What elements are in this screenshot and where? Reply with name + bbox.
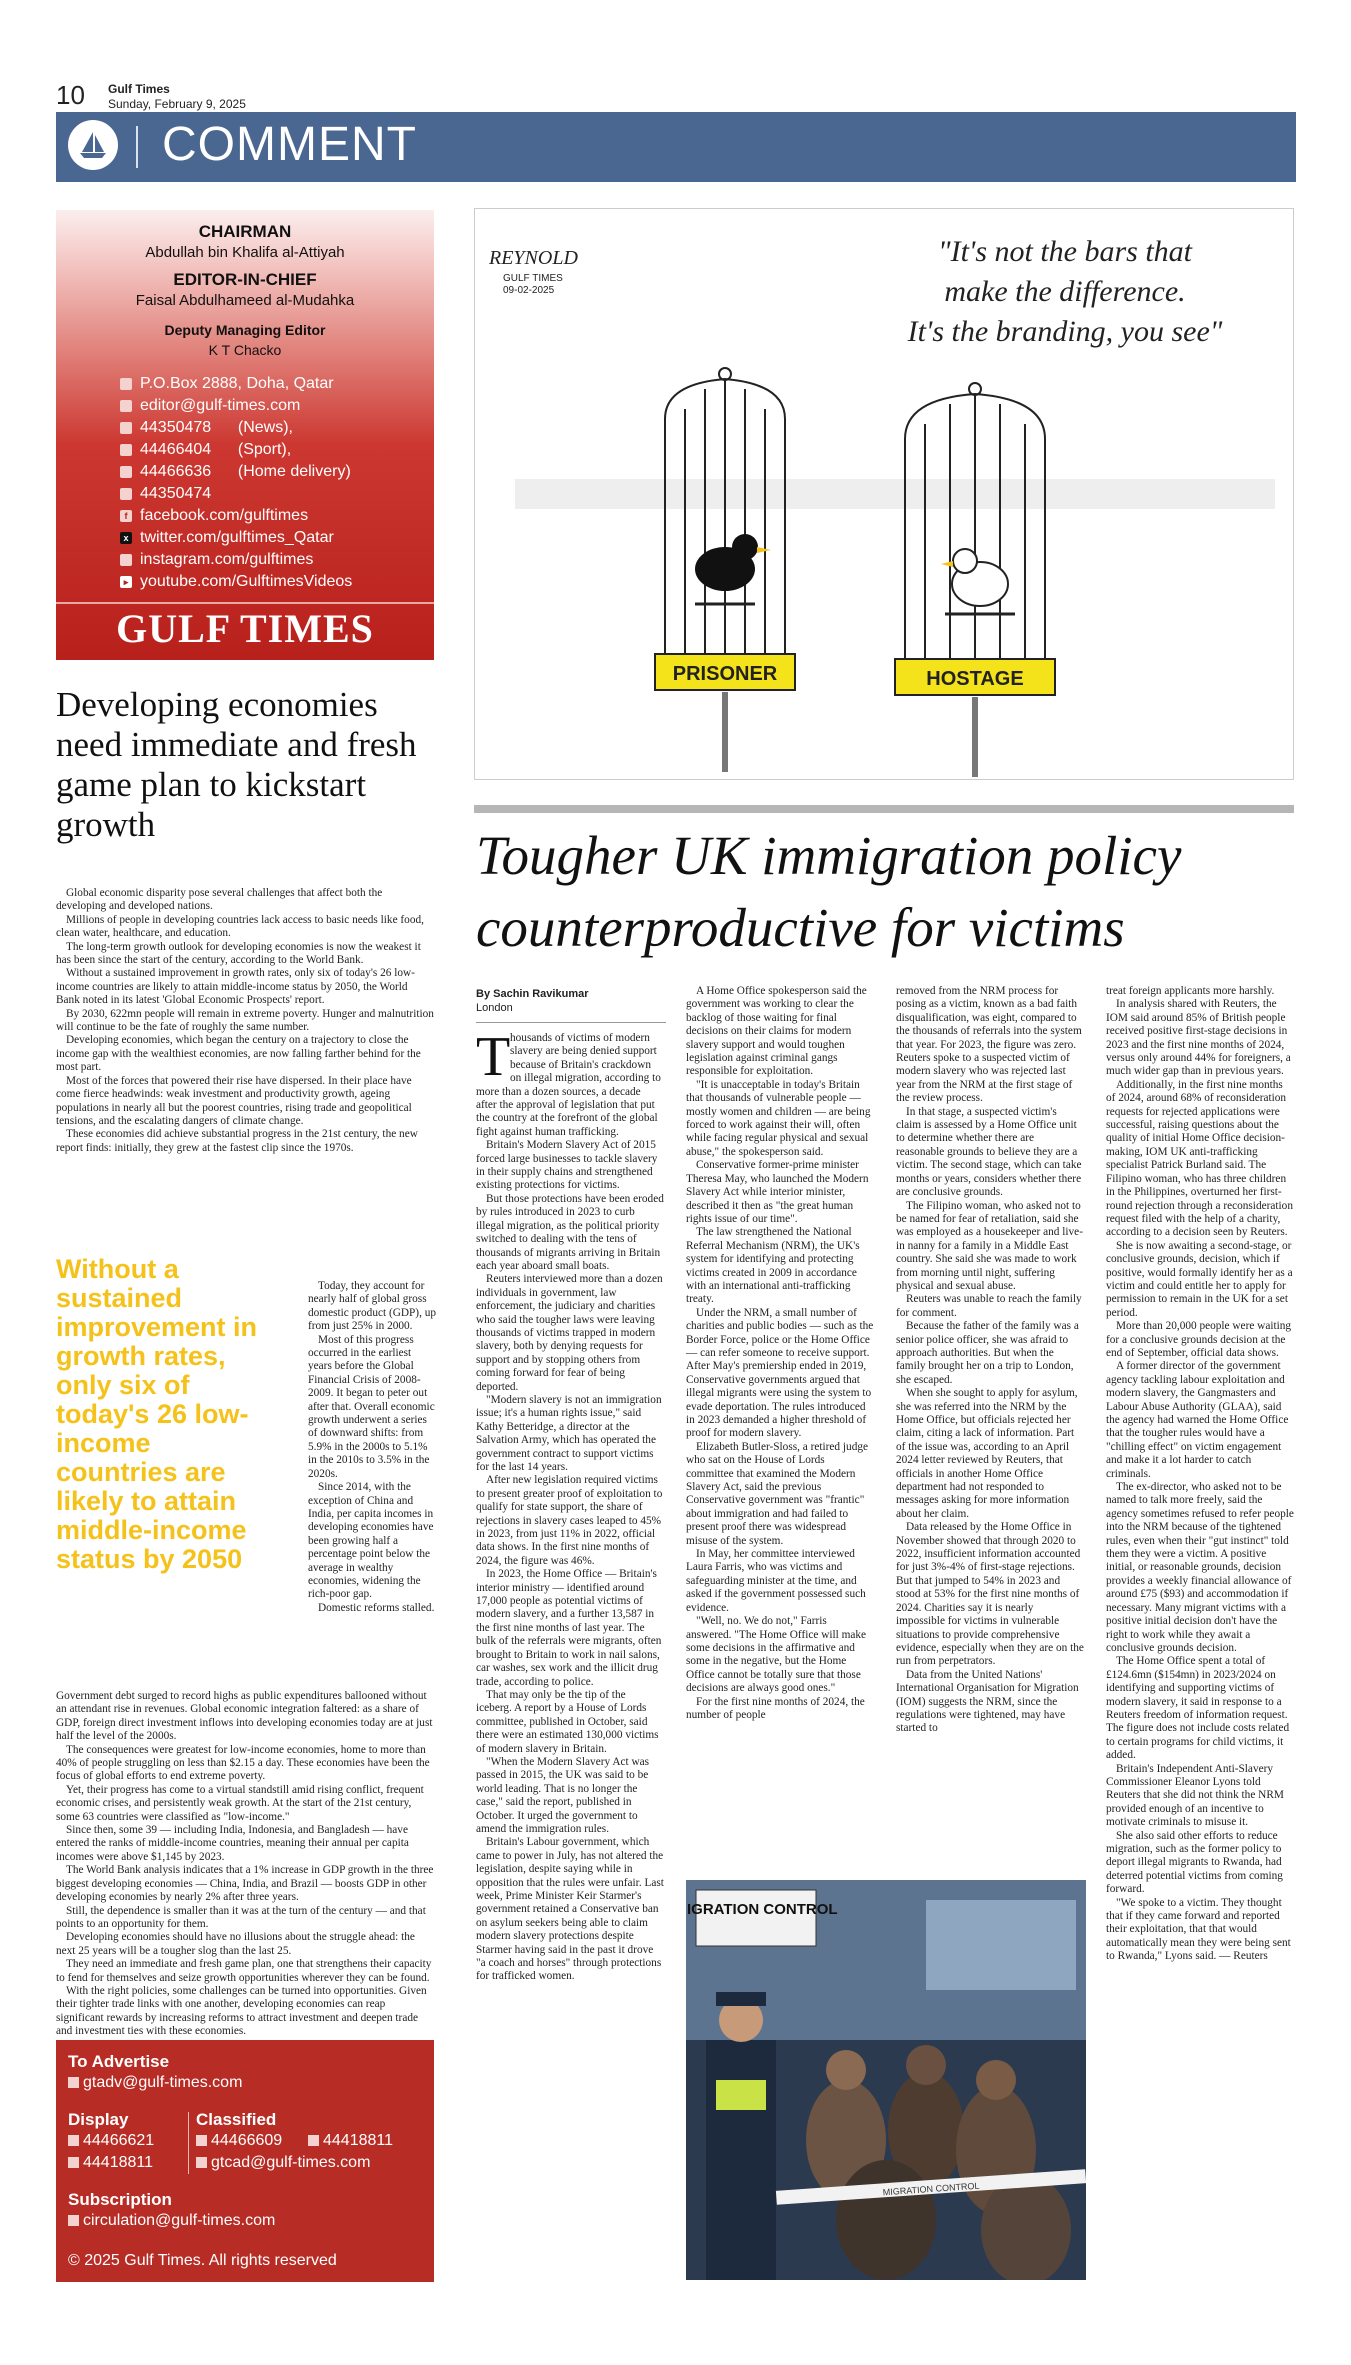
svg-text:PRISONER: PRISONER <box>672 663 778 685</box>
left-article-body-2: Government debt surged to record highs as public expenditures ballooned without an attendant rise in revenues. Global economic integration faltered: as a share of GDP, foreign direct investment inflows into developing economies today are at just half the level of the 2000s. The consequences were greatest for low-income economies, home to more than 40% of people struggling on less than $2.15 a day. These economies have been the focus of global efforts to end extreme poverty. Yet, their progress has come to a virtual standstill amid rising conflict, frequent economic crises, and persistently weak growth. At the start of the 21st century, some 63 countries were classified as "low-income." Since then, some 39 — including India, Indonesia, and Bangladesh — have entered the ranks of middle-income countries, meaning their annual per capita incomes were above $1,145 by 2023. The World Bank analysis indicates that a 1% increase in GDP growth in the three biggest developing economies — China, India, and Brazil — boosts GDP in other developing economies by nearly 2% after three years. Still, the dependence is smaller than it was at the turn of the century — and that points to an opportunity for them. Developing economies should have no illusions about the struggle ahead: the next 25 years will be a tougher slog than the last 25. They need an immediate and fresh game plan, one that strengthens their capacity to fend for themselves and seize growth opportunities wherever they can be found. With the right policies, some challenges can be turned into opportunities. Given their tighter trade links with one another, developing economies can reap significant rewards by increasing reforms to attract investment and deepen trade and investment ties with these economies. <box>56 1690 434 2038</box>
contact-instagram[interactable]: instagram.com/gulftimes <box>120 551 313 569</box>
ship-logo-icon <box>68 120 118 170</box>
classified-phone-1[interactable]: 44466609 <box>196 2132 282 2150</box>
youtube-icon: ▸ <box>120 576 132 588</box>
instagram-icon <box>120 554 132 566</box>
facebook-icon: f <box>120 510 132 522</box>
x-icon: x <box>120 532 132 544</box>
byline-location: London <box>476 1002 513 1014</box>
contact-address: P.O.Box 2888, Doha, Qatar <box>120 375 334 393</box>
stand-right <box>972 697 978 777</box>
cartoon-caption-line-1: "It's not the bars that <box>937 235 1193 268</box>
contact-phone-sport[interactable]: 44466404 (Sport), <box>120 441 291 459</box>
ad-divider <box>188 2112 189 2174</box>
issue-date: Sunday, February 9, 2025 <box>108 97 246 111</box>
chairman-title: CHAIRMAN <box>198 222 292 241</box>
deputy-name: K T Chacko <box>208 342 282 358</box>
deputy-title: Deputy Managing Editor <box>164 322 326 338</box>
page-number: 10 <box>56 80 85 110</box>
photo-window <box>926 1900 1076 1990</box>
contact-youtube[interactable]: ▸ youtube.com/GulftimesVideos <box>120 573 352 591</box>
article-column-1: housands of victims of modern slavery are being denied support because of Britain's crackdown on illegal migration, according to more than a dozen sources, a decade after the approval of legislation that put the country at the forefront of the global fight against human trafficking. Britain's Modern Slavery Act of 2015 forced large businesses to tackle slavery in their supply chains and strengthened existing protections for victims. But those protections have been eroded by rules introduced in 2023 to curb illegal migration, as the political priority switched to dealing with the tens of thousands of migrants arriving in Britain each year aboard small boats. Reuters interviewed more than a dozen individuals in government, law enforcement, the judiciary and charities who said the tougher laws were leaving thousands of victims trapped in modern slavery, both by denying requests for support and by stopping others from coming forward for fear of being deported. "Modern slavery is not an immigration issue; it's a human rights issue," said Kathy Betteridge, a director at the Salvation Army, which has operated the government contract to support victims for the last 14 years. After new legislation required victims to present greater proof of exploitation to qualify for state support, the share of rejections in slavery cases leaped to 45% in 2023, from just 11% in 2022, official data shows. In the first nine months of 2024, the figure was 46%. In 2023, the Home Office — Britain's interior ministry — identified around 17,000 people as potential victims of modern slavery, and a further 13,587 in the first nine months of last year. The bulk of the referrals were migrants, often brought to Britain to work in nail salons, car washes, sex work and the illicit drug trade, according to police. That may only be the tip of the iceberg. A report by a House of Lords committee, published in October, said there were an estimated 130,000 victims of modern slavery in Britain. "When the Modern Slavery Act was passed in 2015, the UK was said to be world leading. That is no longer the case," said the report, published in October. It urged the government to amend the immigration rules. Britain's Labour government, which came to power in July, has not altered the legislation, despite saying while in opposition that the rules were unfair. Last week, Prime Minister Keir Starmer's government retained a Conservative ban on asylum seekers being able to claim modern slavery protections despite Starmer having said in the past it drove "a coach and horses" through protections for trafficked women. <box>476 1032 664 1983</box>
editorial-cartoon <box>474 208 1294 780</box>
pull-quote: Without a sustained improvement in growth rates, only six of today's 26 low-income countries are likely to attain middle-income status by 2050 <box>56 1254 258 1574</box>
svg-text:MIGRATION CONTROL: MIGRATION CONTROL <box>686 1901 838 1918</box>
white-bird <box>941 549 1015 614</box>
black-bird <box>695 534 771 604</box>
email-icon <box>120 400 132 412</box>
cartoon-caption-line-3: It's the branding, you see" <box>907 315 1223 348</box>
email-icon <box>68 2077 79 2088</box>
left-article-headline: Developing economies need immediate and fresh game plan to kickstart growth <box>56 685 417 844</box>
mail-icon <box>120 378 132 390</box>
article-column-4: treat foreign applicants more harshly. In analysis shared with Reuters, the IOM said around 85% of British people received positive first-stage decisions in 2023 and the first nine months of 2024, versus only around 44% for foreigners, a much wider gap than in previous years. Additionally, in the first nine months of 2024, around 68% of reconsideration requests for rejected applications were successful, raising questions about the quality of initial Home Office decision-making, IOM UK anti-trafficking specialist Patrick Burland said. The Filipino woman, who has three children in the Philippines, overturned her first-round rejection through a reconsideration request filed with the help of a charity, according to a decision seen by Reuters. She is now awaiting a second-stage, or conclusive grounds, decision, which if positive, would formally identify her as a victim and could entitle her to apply for permission to remain in the UK for a set period. More than 20,000 people were waiting for a conclusive grounds decision at the end of September, official data shows. A former director of the government agency tackling labour exploitation and modern slavery, the Gangmasters and Labour Abuse Authority (GLAA), said the agency had warned the Home Office that the tougher rules would have a "chilling effect" on victim engagement and make it a lot harder to catch criminals. The ex-director, who asked not to be named to talk more freely, said the agency sometimes refused to refer people into the NRM because of the tightened rules, even when their "gut instinct" told them they were a victim. A positive initial, or reasonable grounds, decision provides a weekly financial allowance of around £75 ($93) and accommodation if necessary. Many migrant victims with a positive initial decision don't have the right to work while they await a conclusive grounds decision. The Home Office spent a total of £124.6mn ($154mn) in 2023/2024 on identifying and supporting victims of modern slavery, it said in response to a Reuters freedom of information request. The figure does not include costs related to certain programs for child victims, it added. Britain's Independent Anti-Slavery Commissioner Eleanor Lyons told Reuters that she did not think the NRM provided enough of an incentive to motivate criminals to misuse it. She also said other efforts to reduce migration, such as the former policy to deport illegal migrants to Rwanda, had deterred potential victims from coming forward. "We spoke to a victim. They thought that if they came forward and reported their exploitation, that that would automatically mean they were being sent to Rwanda," Lyons said. — Reuters <box>1106 985 1294 1963</box>
section-title: COMMENT <box>162 118 417 171</box>
birdcage-right <box>895 383 1055 664</box>
phone-icon <box>68 2135 79 2146</box>
phone-icon <box>196 2135 207 2146</box>
classified-title: Classified <box>196 2110 277 2129</box>
advertise-email[interactable]: gtadv@gulf-times.com <box>68 2074 242 2092</box>
advertise-title: To Advertise <box>68 2052 170 2071</box>
migration-control-photo <box>686 1880 1086 2280</box>
contact-fax: 44350474 <box>120 485 211 503</box>
byline-divider <box>476 1022 666 1023</box>
contact-phone-news[interactable]: 44350478 (News), <box>120 419 293 437</box>
phone-icon <box>120 444 132 456</box>
editor-title: EDITOR-IN-CHIEF <box>173 270 317 289</box>
fax-icon <box>68 2157 79 2168</box>
byline: By Sachin Ravikumar <box>476 988 589 1000</box>
classified-email[interactable]: gtcad@gulf-times.com <box>196 2154 370 2172</box>
publication-name: Gulf Times <box>108 82 170 96</box>
display-phone-1[interactable]: 44466621 <box>68 2132 154 2150</box>
svg-text:HOSTAGE: HOSTAGE <box>926 668 1024 690</box>
drop-cap: T <box>476 1026 511 1088</box>
stand-left <box>722 692 728 772</box>
migration-control-sign <box>696 1890 816 1946</box>
banner-divider <box>136 126 138 168</box>
main-headline: Tougher UK immigration policy counterproductive for victims <box>476 825 1182 958</box>
email-icon <box>196 2157 207 2168</box>
svg-text:09-02-2025: 09-02-2025 <box>503 285 555 296</box>
svg-text:GULF TIMES: GULF TIMES <box>503 273 563 284</box>
cartoon-caption-line-2: make the difference. <box>944 275 1186 308</box>
classified-phone-2[interactable]: 44418811 <box>308 2132 393 2150</box>
email-icon <box>68 2215 79 2226</box>
contact-phone-delivery[interactable]: 44466636 (Home delivery) <box>120 463 351 481</box>
chairman-name: Abdullah bin Khalifa al-Attiyah <box>145 244 345 261</box>
left-article-body-1: Global economic disparity pose several challenges that affect both the developing and developed nations. Millions of people in developing countries lack access to basic needs like food, clean water, healthcare, and education. The long-term growth outlook for developing economies is now the weakest it has been since the start of the century, according to the World Bank. Without a sustained improvement in growth rates, only six of today's 26 low-income countries are likely to attain middle-income status by 2050, the World Bank noted in its latest 'Global Economic Prospects' report. By 2030, 622mn people will remain in extreme poverty. Hunger and malnutrition will continue to be the fate of roughly the same number. Developing economies, which began the century on a trajectory to close the income gap with the wealthiest economies, are now falling farther behind for the most part. Most of the forces that powered their rise have dispersed. In their place have come fierce headwinds: weak investment and productivity growth, ageing populations in nearly all but the poorest countries, rising trade and geopolitical tensions, and the escalating dangers of climate change. These economies did achieve substantial progress in the 21st century, the new report finds: initially, they grew at the fastest clip since the 1970s. <box>56 887 434 1154</box>
editor-name: Faisal Abdulhameed al-Mudahka <box>135 292 355 309</box>
display-title: Display <box>68 2110 129 2129</box>
contact-twitter[interactable]: x twitter.com/gulftimes_Qatar <box>120 529 334 547</box>
display-phone-2[interactable]: 44418811 <box>68 2154 153 2172</box>
cartoon-cloud <box>515 479 1275 509</box>
cartoonist-signature <box>488 247 578 296</box>
left-article-side-column: Today, they account for nearly half of global gross domestic product (GDP), up from just 25% in 2000. Most of this progress occurred in the earliest years before the Global Financial Crisis of 2008-2009. It began to peter out after that. Overall economic growth underwent a series of downward shifts: from 5.9% in the 2000s to 5.1% in the 2010s to 3.5% in the 2020s. Since 2014, with the exception of China and India, per capita incomes in developing economies have been growing half a percentage point below the average in wealthy economies, widening the rich-poor gap. Domestic reforms stalled. <box>308 1280 437 1614</box>
phone-icon <box>120 466 132 478</box>
article-column-3: removed from the NRM process for posing as a victim, known as a bad faith disqualification, was eight, compared to the thousands of referrals into the system that year. For 2023, the figure was zero. Reuters spoke to a suspected victim of modern slavery who was rejected last year from the NRM at the first stage of the review process. In that stage, a suspected victim's claim is assessed by a Home Office unit to determine whether there are reasonable grounds to believe they are a victim. The second stage, which can take months or years, considers whether there are conclusive grounds. The Filipino woman, who asked not to be named for fear of retaliation, said she was employed as a housekeeper and live-in nanny for a family in a Middle East country. She said she was made to work from morning until night, suffering physical and sexual abuse. Reuters was unable to reach the family for comment. Because the father of the family was a senior police officer, she was afraid to approach authorities. But when the family brought her on a trip to London, she escaped. When she sought to apply for asylum, she was referred into the NRM by the Home Office, but officials rejected her claim, citing a lack of information. Part of the issue was, according to an April 2024 letter reviewed by Reuters, that officials in another Home Office department had not responded to messages asking for more information about her claim. Data released by the Home Office in November showed that through 2020 to 2022, insufficient information accounted for just 3%-4% of first-stage rejections. But that jumped to 54% in 2023 and stood at 53% for the first nine months of 2024. Charities say it is nearly impossible for victims in vulnerable situations to provide comprehensive evidence, especially when they are on the run from perpetrators. Data from the United Nations' International Organisation for Migration (IOM) suggests the NRM, since the regulations were tightened, may have started to <box>896 985 1084 1735</box>
subscription-email[interactable]: circulation@gulf-times.com <box>68 2212 275 2230</box>
copyright: © 2025 Gulf Times. All rights reserved <box>68 2252 337 2269</box>
svg-text:MIGRATION CONTROL: MIGRATION CONTROL <box>882 2180 980 2198</box>
article-column-2: A Home Office spokesperson said the government was working to clear the backlog of those waiting for final decisions on their claims for modern slavery support and would toughen legislation against criminal gangs responsible for exploitation. "It is unacceptable in today's Britain that thousands of vulnerable people — mostly women and children — are being forced to work against their will, often while facing regular physical and sexual abuse," the spokesperson said. Conservative former-prime minister Theresa May, who launched the Modern Slavery Act while interior minister, described it then as "the great human rights issue of our time". The law strengthened the National Referral Mechanism (NRM), the UK's system for identifying and protecting victims created in 2009 in accordance with an international anti-trafficking treaty. Under the NRM, a small number of charities and public bodies — such as the Border Force, police or the Home Office — can refer someone to receive support. After May's premiership ended in 2019, Conservative governments argued that illegal migrants were using the system to evade deportation. The rules introduced in 2023 demanded a higher threshold of proof for modern slavery. Elizabeth Butler-Sloss, a retired judge who sat on the House of Lords committee that examined the Modern Slavery Act, said the previous Conservative government was "frantic" about immigration and had failed to present proof there was widespread misuse of the system. In May, her committee interviewed Laura Farris, who was victims and safeguarding minister at the time, and asked if the government possessed such evidence. "Well, no. We do not," Farris answered. "The Home Office will make some decisions in the affirmative and some in the negative, but the Home Office cannot be totally sure that those decisions are always good ones." For the first nine months of 2024, the number of people <box>686 985 874 1721</box>
birdcage-left <box>655 368 795 659</box>
svg-text:REYNOLD: REYNOLD <box>489 247 578 269</box>
article-rule <box>474 805 1294 813</box>
fax-icon <box>120 488 132 500</box>
contact-facebook[interactable]: f facebook.com/gulftimes <box>120 507 308 525</box>
gulf-times-logo: GULF TIMES <box>116 606 374 651</box>
subscription-title: Subscription <box>68 2190 172 2209</box>
masthead-divider <box>56 602 434 604</box>
contact-email[interactable]: editor@gulf-times.com <box>120 397 300 415</box>
phone-icon <box>120 422 132 434</box>
fax-icon <box>308 2135 319 2146</box>
